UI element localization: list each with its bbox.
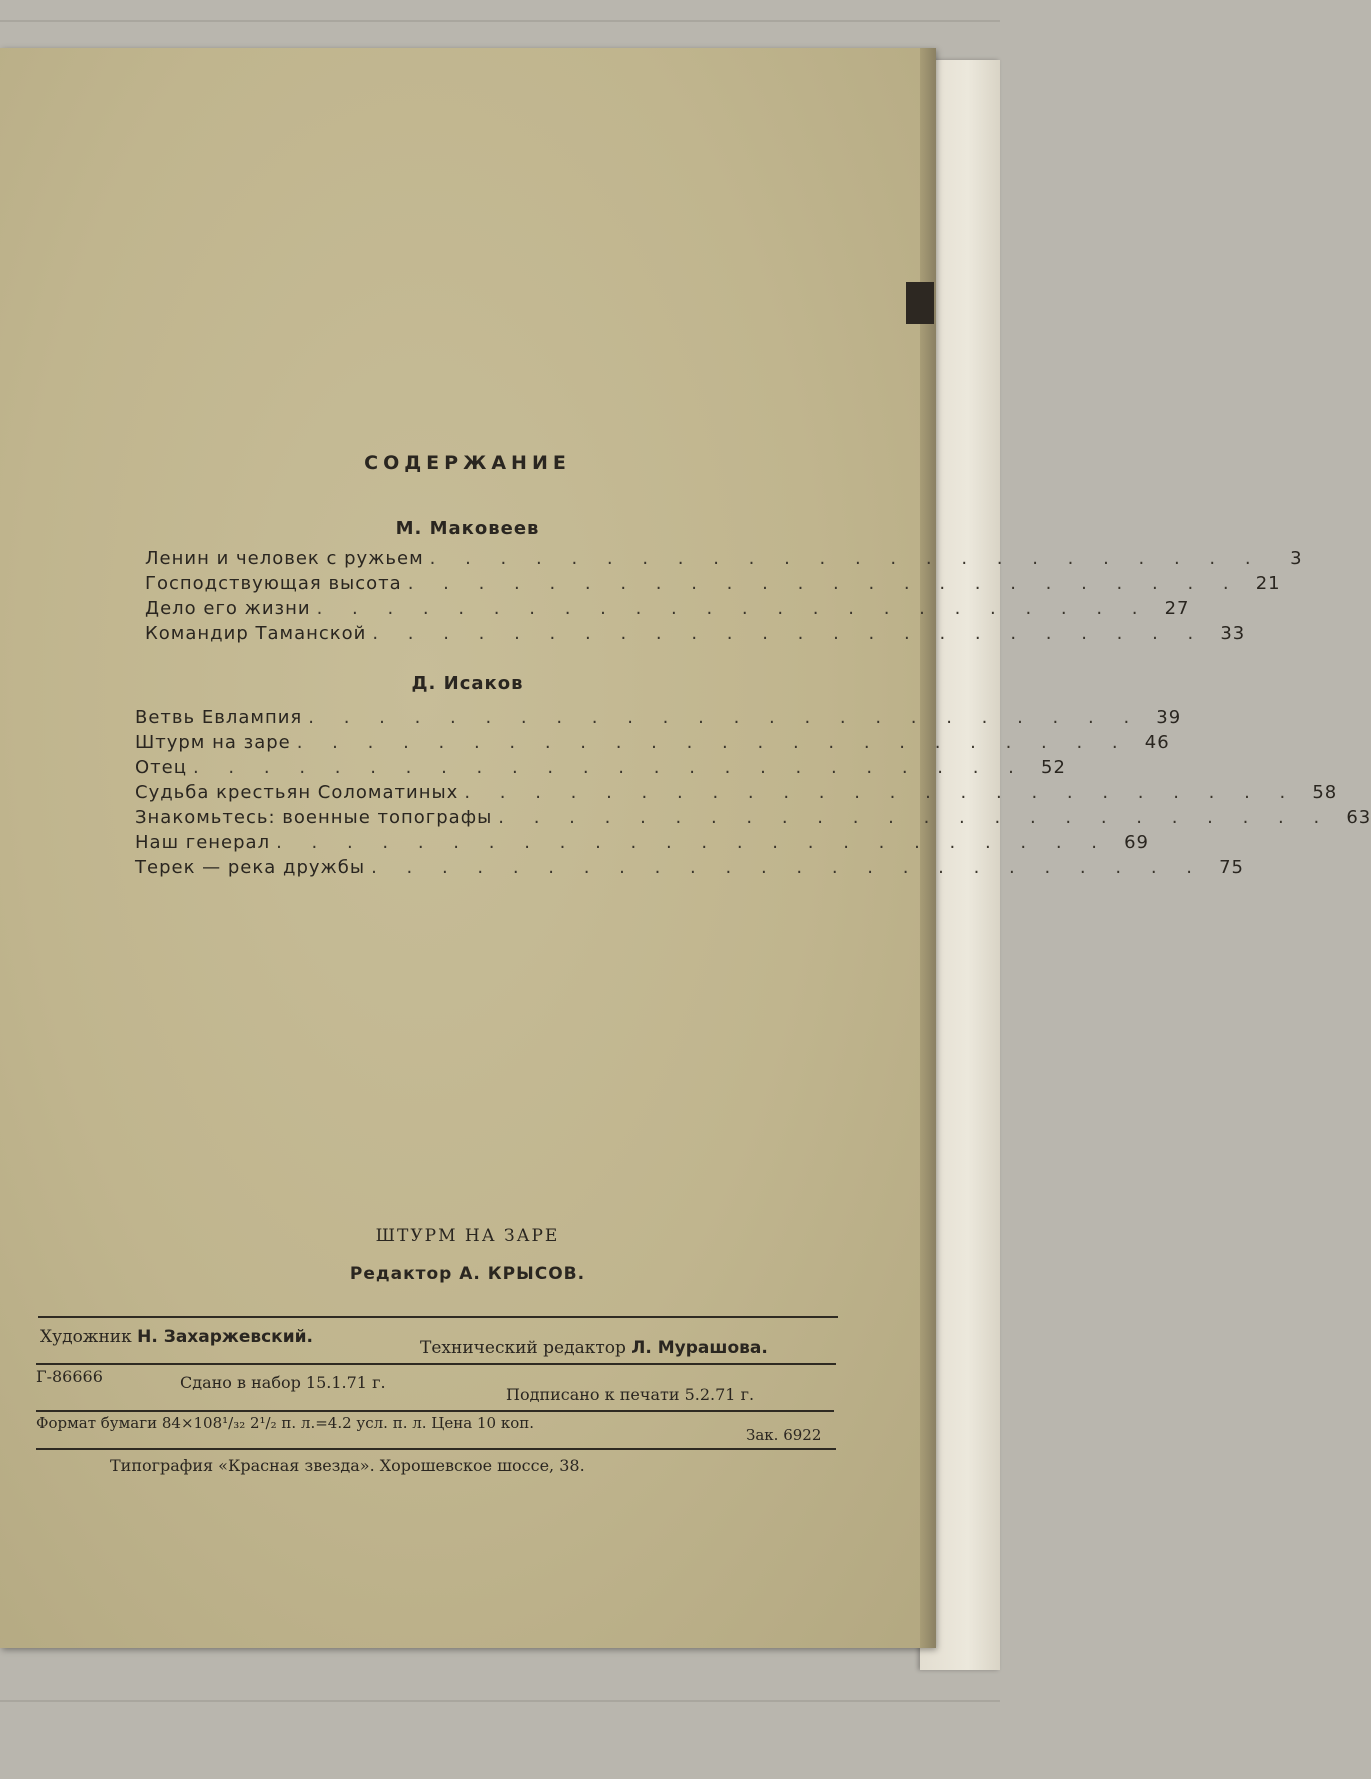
section-author: М. Маковеев bbox=[395, 518, 540, 539]
toc-entry bbox=[135, 856, 1244, 880]
toc-entry bbox=[145, 572, 1281, 596]
toc-entry-page: 27 bbox=[1164, 598, 1190, 619]
toc-entry-page: 33 bbox=[1220, 623, 1246, 644]
toc-entry-page: 69 bbox=[1124, 832, 1150, 853]
tech-editor-name: Л. Мурашова. bbox=[631, 1338, 768, 1358]
toc-entry-page: 39 bbox=[1156, 707, 1182, 728]
toc-leader-dots: . . . . . . . . . . . . . . . . . . . . . . . . bbox=[372, 623, 1206, 644]
toc-leader-dots: . . . . . . . . . . . . . . . . . . . . . . . . bbox=[498, 807, 1332, 828]
toc-entry bbox=[135, 781, 1338, 805]
toc-entry bbox=[135, 706, 1182, 730]
toc-entry-page: 21 bbox=[1255, 573, 1281, 594]
editor-label: Редактор bbox=[349, 1264, 453, 1284]
imprint-signed-date: Подписано к печати 5.2.71 г. bbox=[506, 1385, 755, 1404]
imprint-tech-editor bbox=[420, 1338, 768, 1358]
page-tab-mark bbox=[906, 282, 934, 324]
imprint-rule bbox=[36, 1363, 836, 1365]
toc-entry-title: Командир Таманской bbox=[145, 623, 367, 644]
toc-entry-title: Судьба крестьян Соломатиных bbox=[135, 782, 459, 803]
toc-entry bbox=[135, 756, 1066, 780]
toc-leader-dots: . . . . . . . . . . . . . . . . . . . . . . . . bbox=[371, 857, 1204, 878]
background-plank-line bbox=[0, 1700, 1000, 1702]
toc-entry bbox=[145, 547, 1303, 571]
artist-label: Художник bbox=[40, 1327, 132, 1347]
toc-entry-title: Наш генерал bbox=[135, 832, 271, 853]
toc-entry-title: Знакомьтесь: военные топографы bbox=[135, 807, 493, 828]
toc-entry-page: 63 bbox=[1346, 807, 1371, 828]
imprint-printer: Типография «Красная звезда». Хорошевское шоссе, 38. bbox=[110, 1456, 585, 1475]
imprint-format: Формат бумаги 84×108¹/₃₂ 2¹/₂ п. л.=4.2 усл. п. л. Цена 10 коп. bbox=[36, 1414, 534, 1432]
imprint-book-title: ШТУРМ НА ЗАРЕ bbox=[375, 1226, 560, 1246]
imprint-typeset-date: Сдано в набор 15.1.71 г. bbox=[180, 1373, 386, 1392]
toc-entry-title: Господствующая высота bbox=[145, 573, 402, 594]
toc-leader-dots: . . . . . . . . . . . . . . . . . . . . . . . . bbox=[464, 782, 1298, 803]
imprint-rule bbox=[36, 1448, 836, 1450]
section-author: Д. Исаков bbox=[411, 673, 524, 694]
contents-heading: СОДЕРЖАНИЕ bbox=[364, 452, 571, 474]
artist-name: Н. Захаржевский. bbox=[137, 1327, 314, 1347]
imprint-code: Г-86666 bbox=[36, 1367, 103, 1386]
toc-entry-page: 75 bbox=[1219, 857, 1244, 878]
toc-entry bbox=[135, 731, 1170, 755]
toc-leader-dots: . . . . . . . . . . . . . . . . . . . . . . . . bbox=[192, 757, 1026, 778]
imprint-artist bbox=[40, 1327, 313, 1347]
editor-name: А. КРЫСОВ. bbox=[459, 1264, 586, 1284]
toc-leader-dots: . . . . . . . . . . . . . . . . . . . . . . . . bbox=[296, 732, 1130, 753]
imprint-rule bbox=[38, 1316, 838, 1318]
imprint-editor bbox=[0, 1264, 935, 1284]
toc-leader-dots: . . . . . . . . . . . . . . . . . . . . . . . . bbox=[276, 832, 1110, 853]
toc-entry-title: Терек — река дружбы bbox=[135, 857, 366, 878]
toc-leader-dots: . . . . . . . . . . . . . . . . . . . . . . . . bbox=[407, 573, 1241, 594]
toc-entry bbox=[145, 597, 1190, 621]
toc-entry-page: 46 bbox=[1144, 732, 1170, 753]
toc-entry bbox=[135, 806, 1371, 830]
imprint-order: Зак. 6922 bbox=[746, 1426, 822, 1444]
toc-leader-dots: . . . . . . . . . . . . . . . . . . . . . . . . bbox=[308, 707, 1142, 728]
background-plank-line bbox=[0, 20, 1000, 22]
toc-leader-dots: . . . . . . . . . . . . . . . . . . . . . . . . bbox=[429, 548, 1263, 569]
toc-entry bbox=[145, 622, 1246, 646]
toc-entry-page: 52 bbox=[1041, 757, 1066, 778]
toc-entry-page: 3 bbox=[1290, 548, 1303, 569]
toc-leader-dots: . . . . . . . . . . . . . . . . . . . . . . . . bbox=[316, 598, 1150, 619]
imprint-rule bbox=[36, 1410, 834, 1412]
toc-entry bbox=[135, 831, 1150, 855]
toc-entry-page: 58 bbox=[1312, 782, 1338, 803]
tech-editor-label: Технический редактор bbox=[420, 1338, 626, 1358]
toc-entry-title: Отец bbox=[135, 757, 187, 778]
toc-entry-title: Штурм на заре bbox=[135, 732, 291, 753]
toc-entry-title: Ветвь Евлампия bbox=[135, 707, 303, 728]
toc-entry-title: Ленин и человек с ружьем bbox=[145, 548, 424, 569]
toc-entry-title: Дело его жизни bbox=[145, 598, 311, 619]
